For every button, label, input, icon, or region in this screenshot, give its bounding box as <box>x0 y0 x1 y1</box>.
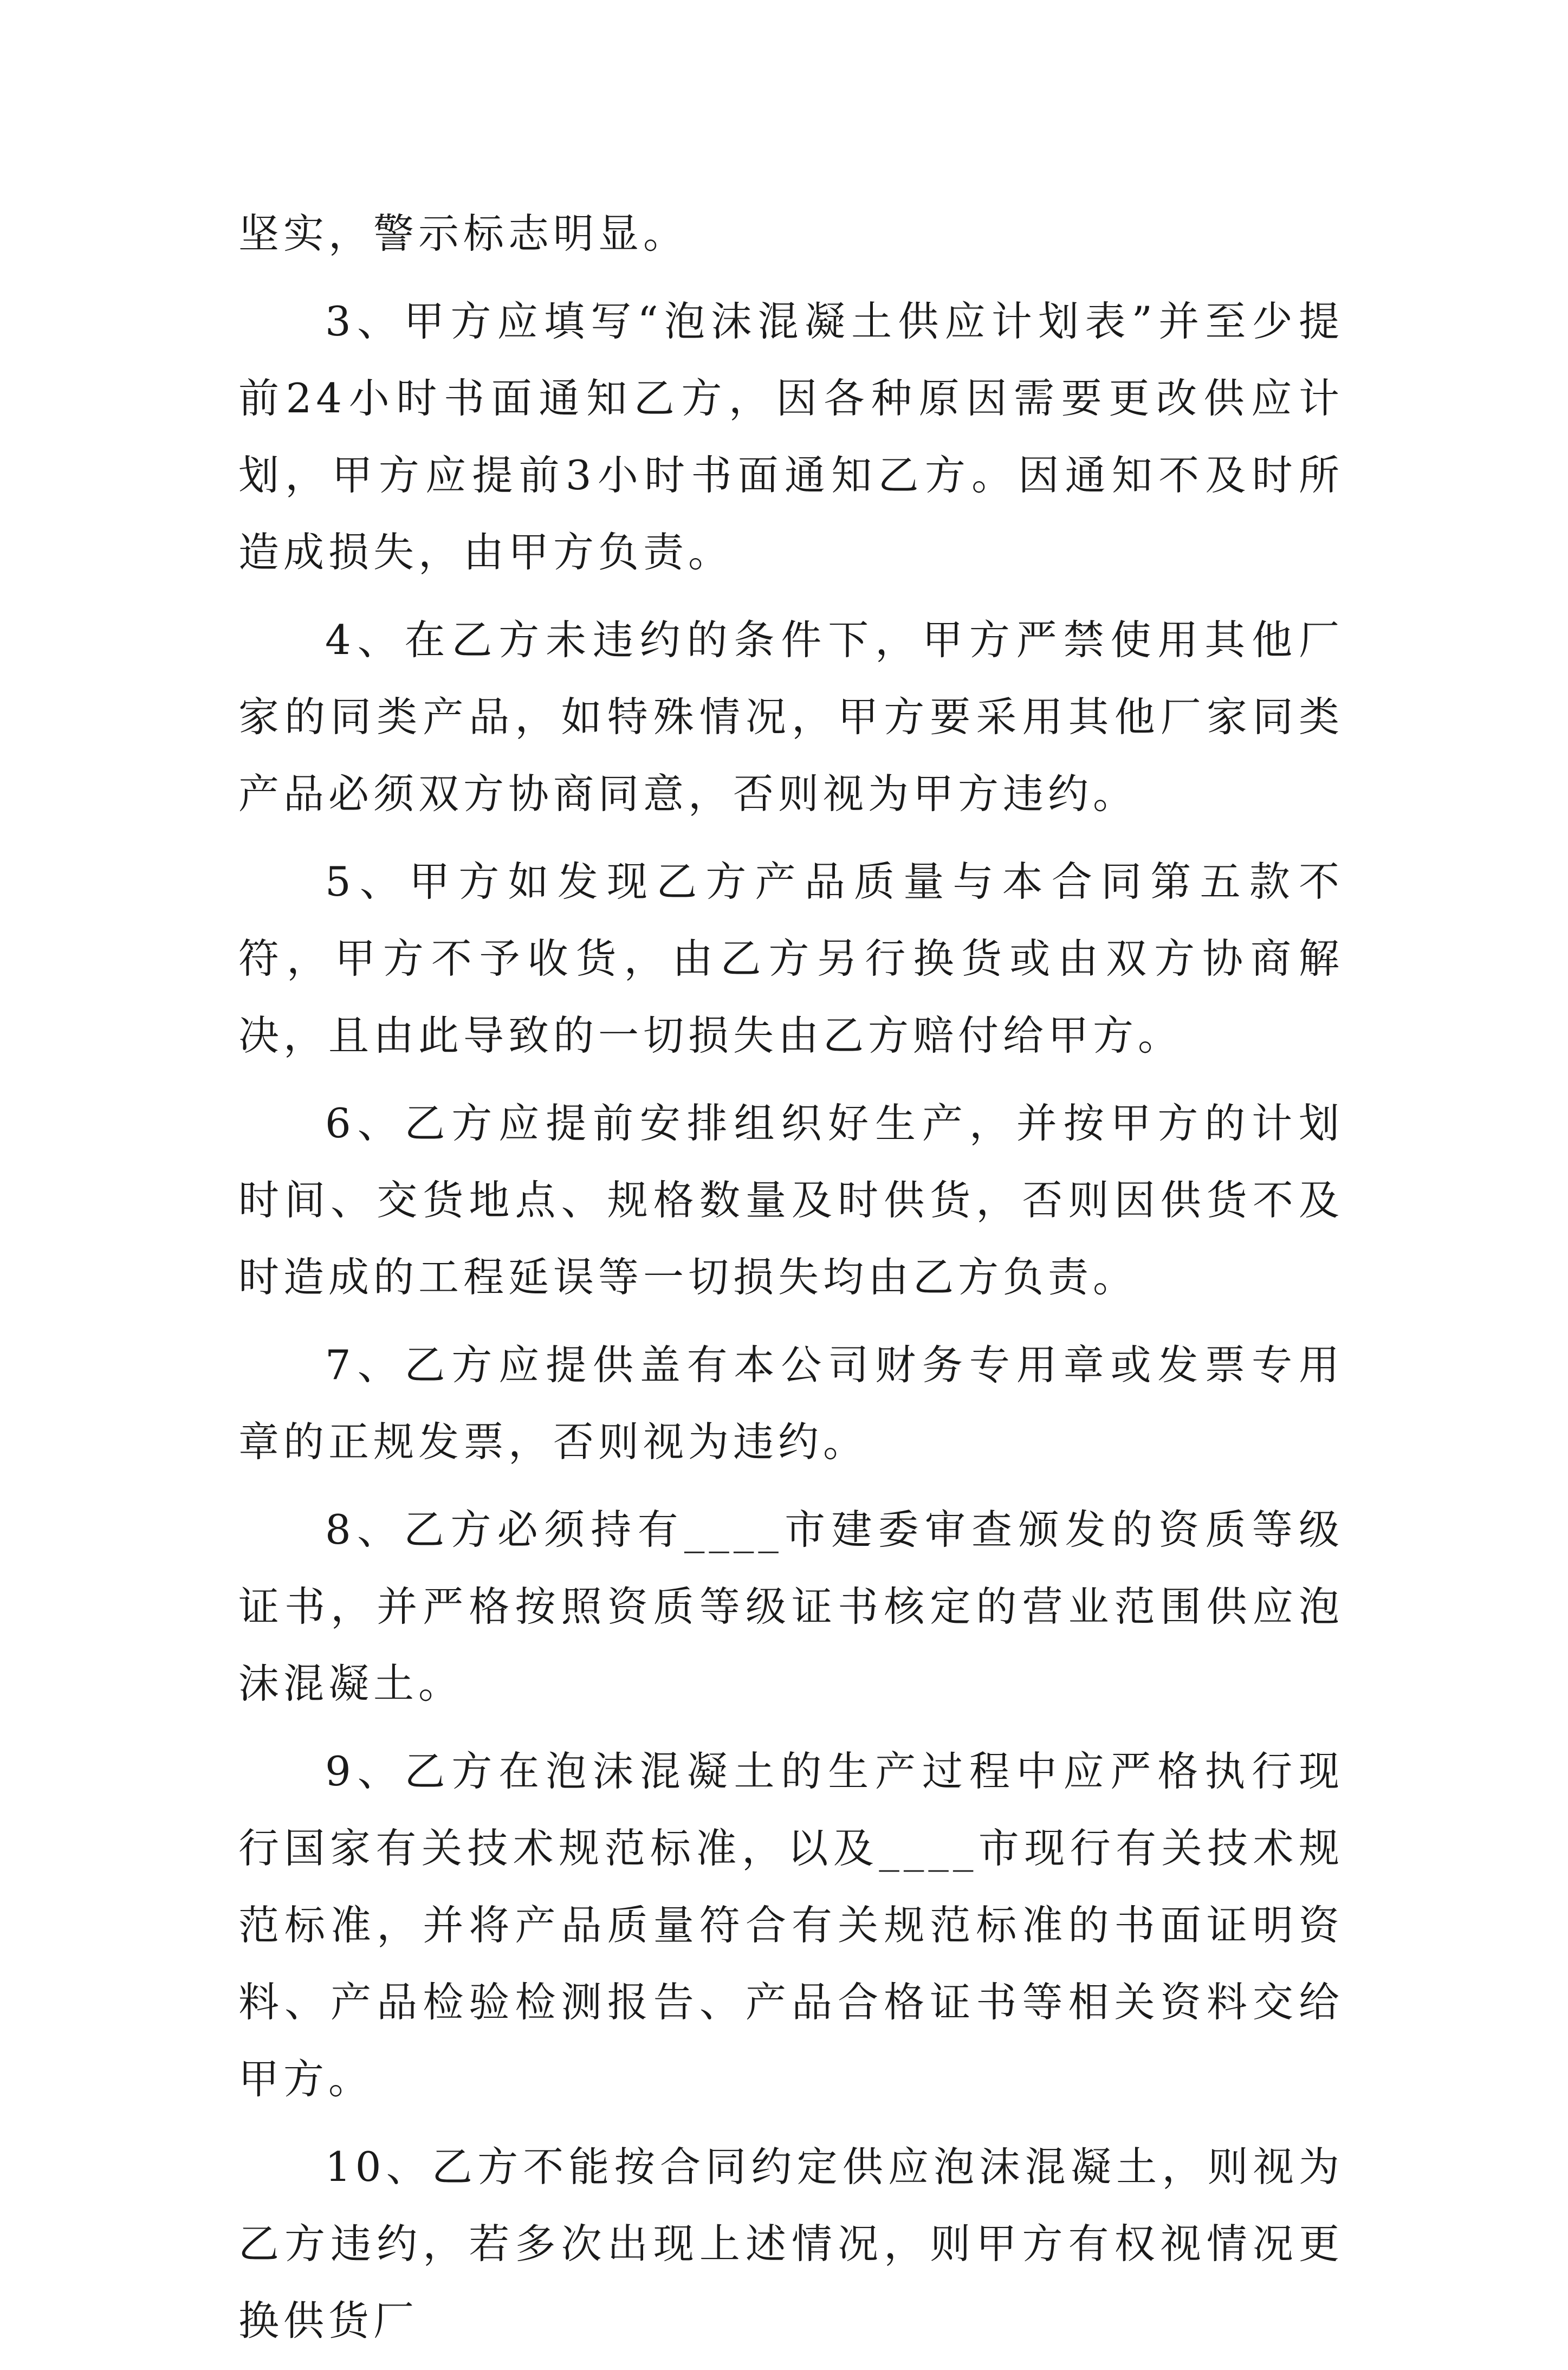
clause-7: 7、乙方应提供盖有本公司财务专用章或发票专用章的正规发票，否则视为违约。 <box>238 1341 1344 1466</box>
clause-9: 9、乙方在泡沫混凝土的生产过程中应严格执行现行国家有关技术规范标准，以及____市现行有关技术规范标准，并将产品质量符合有关规范标准的书面证明资料、产品检验检测报告、产品合格证书等相关资料交给甲方。 <box>238 1747 1344 2103</box>
clause-5: 5、甲方如发现乙方产品质量与本合同第五款不符，甲方不予收货，由乙方另行换货或由双方协商解决，且由此导致的一切损失由乙方赔付给甲方。 <box>238 858 1344 1059</box>
clause-3: 3、甲方应填写“泡沫混凝土供应计划表”并至少提前24小时书面通知乙方，因各种原因需要更改供应计划，甲方应提前3小时书面通知乙方。因通知不及时所造成损失，由甲方负责。 <box>238 297 1344 576</box>
clause-10: 10、乙方不能按合同约定供应泡沫混凝土，则视为乙方违约，若多次出现上述情况，则甲方有权视情况更换供货厂 <box>238 2143 1344 2345</box>
paragraph-continuation: 坚实，警示标志明显。 <box>238 210 689 257</box>
document-page <box>238 195 1344 2370</box>
clause-6: 6、乙方应提前安排组织好生产，并按甲方的计划时间、交货地点、规格数量及时供货，否则因供货不及时造成的工程延误等一切损失均由乙方负责。 <box>238 1099 1344 1301</box>
clause-8: 8、乙方必须持有____市建委审查颁发的资质等级证书，并严格按照资质等级证书核定的营业范围供应泡沫混凝土。 <box>238 1506 1344 1707</box>
clause-4: 4、在乙方未违约的条件下，甲方严禁使用其他厂家的同类产品，如特殊情况，甲方要采用其他厂家同类产品必须双方协商同意，否则视为甲方违约。 <box>238 616 1344 818</box>
